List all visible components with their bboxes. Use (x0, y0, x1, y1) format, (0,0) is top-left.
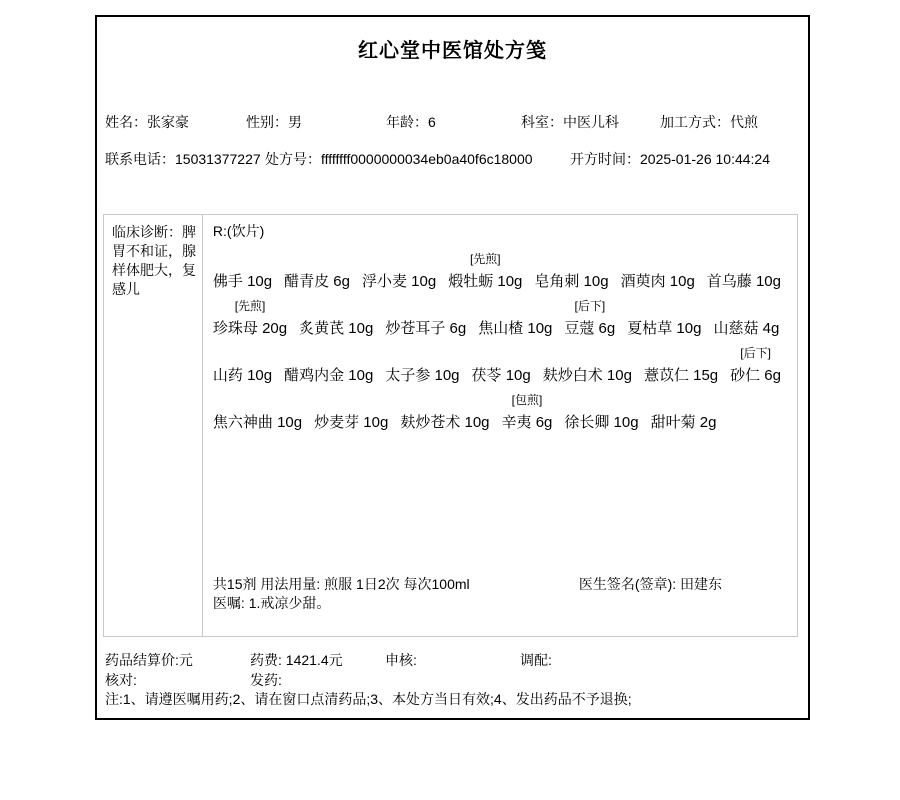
herb-item (651, 391, 717, 435)
herb-name-dose: 珍珠母 20g (212, 320, 288, 337)
settlement-price-label: 药品结算价:元 (105, 652, 193, 668)
check-label: 核对: (105, 672, 137, 688)
patient-info-row-1 (97, 112, 808, 132)
herb-name-dose: 甜叶菊 2g (650, 414, 717, 431)
herb-name-dose: 夏枯草 10g (627, 320, 702, 337)
herb-name-dose: 醋青皮 6g (284, 273, 350, 290)
decoction-marker (627, 297, 701, 316)
processing-method: 加工方式：代煎 (660, 114, 758, 130)
decoction-marker (713, 297, 779, 316)
herb-item (385, 344, 459, 388)
herb-row (213, 250, 793, 294)
herb-item (478, 297, 552, 341)
herb-name-dose: 薏苡仁 15g (643, 367, 719, 384)
herb-item (564, 297, 615, 341)
herb-name-dose: 山慈菇 4g (713, 320, 780, 337)
usage-block (213, 575, 470, 613)
herb-name-dose: 山药 10g (212, 367, 273, 384)
decoction-marker (314, 391, 388, 410)
decoction-marker: [先煎] (469, 252, 501, 266)
herb-name-dose: 豆蔻 6g (564, 320, 616, 337)
decoction-marker (400, 391, 489, 410)
decoction-marker (707, 250, 781, 269)
herb-item (627, 297, 701, 341)
decoction-marker (284, 344, 373, 363)
decoction-marker (564, 391, 638, 410)
herb-item (472, 344, 531, 388)
usage-line: 共15剂 用法用量: 煎服 1日2次 每次100ml (212, 576, 470, 592)
decoction-marker (385, 297, 466, 316)
contact-phone: 联系电话：15031377227 (105, 151, 261, 167)
herb-row (213, 344, 793, 388)
herb-name-dose: 砂仁 6g (730, 367, 781, 384)
decoction-marker (478, 297, 552, 316)
decoction-marker (213, 250, 272, 269)
herb-item (713, 297, 779, 341)
decoction-marker (472, 344, 531, 363)
patient-info-row-2 (97, 149, 808, 169)
herb-item (502, 391, 553, 435)
footer-row-2 (97, 670, 808, 690)
patient-name: 姓名：张家豪 (105, 114, 189, 130)
herb-name-dose: 炒麦芽 10g (314, 414, 389, 431)
herb-name-dose: 焦六神曲 10g (212, 414, 303, 431)
prepare-label: 调配: (520, 652, 552, 668)
herb-item (621, 250, 695, 294)
herb-item (213, 344, 272, 388)
dispense-label: 发药: (250, 672, 282, 688)
rx-header: R:(饮片) (212, 223, 265, 239)
decoction-marker (299, 297, 373, 316)
patient-age: 年龄：6 (386, 114, 436, 130)
review-label: 申核: (385, 652, 417, 668)
medicine-fee: 药费: 1421.4元 (250, 652, 343, 668)
footer-row-1 (97, 650, 808, 670)
patient-gender: 性别：男 (246, 114, 302, 130)
herb-item (644, 344, 718, 388)
footer-note: 注:1、请遵医嘱用药;2、请在窗口点清药品;3、本处方当日有效;4、发出药品不予退换; (105, 691, 632, 707)
issue-time: 开方时间：2025-01-26 10:44:24 (570, 151, 770, 167)
doctor-signature: 医生签名(签章): 田建东 (578, 576, 723, 592)
herb-item (213, 250, 272, 294)
herb-item (730, 344, 781, 388)
herb-name-dose: 浮小麦 10g (361, 273, 437, 290)
herb-item (213, 391, 302, 435)
decoction-marker: [包煎] (511, 393, 543, 407)
decoction-marker (284, 250, 350, 269)
herb-item (564, 391, 638, 435)
herb-item (213, 297, 287, 341)
herb-rows (213, 250, 793, 435)
herb-name-dose: 焦山楂 10g (478, 320, 553, 337)
decoction-marker (213, 391, 302, 410)
decoction-marker (621, 250, 695, 269)
herb-name-dose: 麸炒白术 10g (542, 367, 632, 384)
herb-name-dose: 煅牡蛎 10g (448, 273, 523, 290)
rx-area (203, 215, 797, 636)
prescription-sheet (95, 15, 810, 720)
herb-name-dose: 醋鸡内金 10g (284, 367, 374, 384)
herb-name-dose: 首乌藤 10g (706, 273, 781, 290)
herb-name-dose: 太子参 10g (385, 367, 460, 384)
herb-item (362, 250, 436, 294)
herb-item (534, 250, 608, 294)
herb-item (284, 250, 350, 294)
prescription-number: 处方号：ffffffff0000000034eb0a40f6c18000 (265, 151, 533, 167)
advice-line: 医嘱: 1.戒凉少甜。 (212, 595, 331, 611)
decoction-marker: [先煎] (234, 299, 266, 313)
prescription-box (103, 214, 798, 637)
decoction-marker (213, 344, 272, 363)
herb-item (299, 297, 373, 341)
decoction-marker (543, 344, 632, 363)
decoction-marker (644, 344, 718, 363)
herb-item (707, 250, 781, 294)
decoction-marker (362, 250, 436, 269)
decoction-marker: [后下] (574, 299, 606, 313)
herb-item (284, 344, 373, 388)
herb-name-dose: 茯苓 10g (471, 367, 531, 384)
herb-item (385, 297, 466, 341)
herb-name-dose: 炒苍耳子 6g (385, 320, 467, 337)
herb-name-dose: 佛手 10g (212, 273, 273, 290)
clinical-diagnosis: 临床诊断：脾胃不和证，腺样体肥大，复感儿 (104, 215, 203, 636)
decoction-marker: [后下] (740, 346, 771, 360)
herb-row (213, 391, 793, 435)
decoction-marker (534, 250, 608, 269)
herb-item (400, 391, 489, 435)
page-title: 红心堂中医馆处方笺 (358, 40, 547, 62)
herb-name-dose: 皂角刺 10g (534, 273, 609, 290)
decoction-marker (651, 391, 717, 410)
herb-item (448, 250, 522, 294)
herb-name-dose: 酒萸肉 10g (620, 273, 695, 290)
patient-department: 科室：中医儿科 (521, 114, 619, 130)
herb-item (543, 344, 632, 388)
herb-name-dose: 徐长卿 10g (564, 414, 639, 431)
herb-row (213, 297, 793, 341)
herb-item (314, 391, 388, 435)
herb-name-dose: 辛夷 6g (501, 414, 553, 431)
herb-name-dose: 麸炒苍术 10g (400, 414, 490, 431)
herb-name-dose: 炙黄芪 10g (299, 320, 374, 337)
decoction-marker (385, 344, 459, 363)
